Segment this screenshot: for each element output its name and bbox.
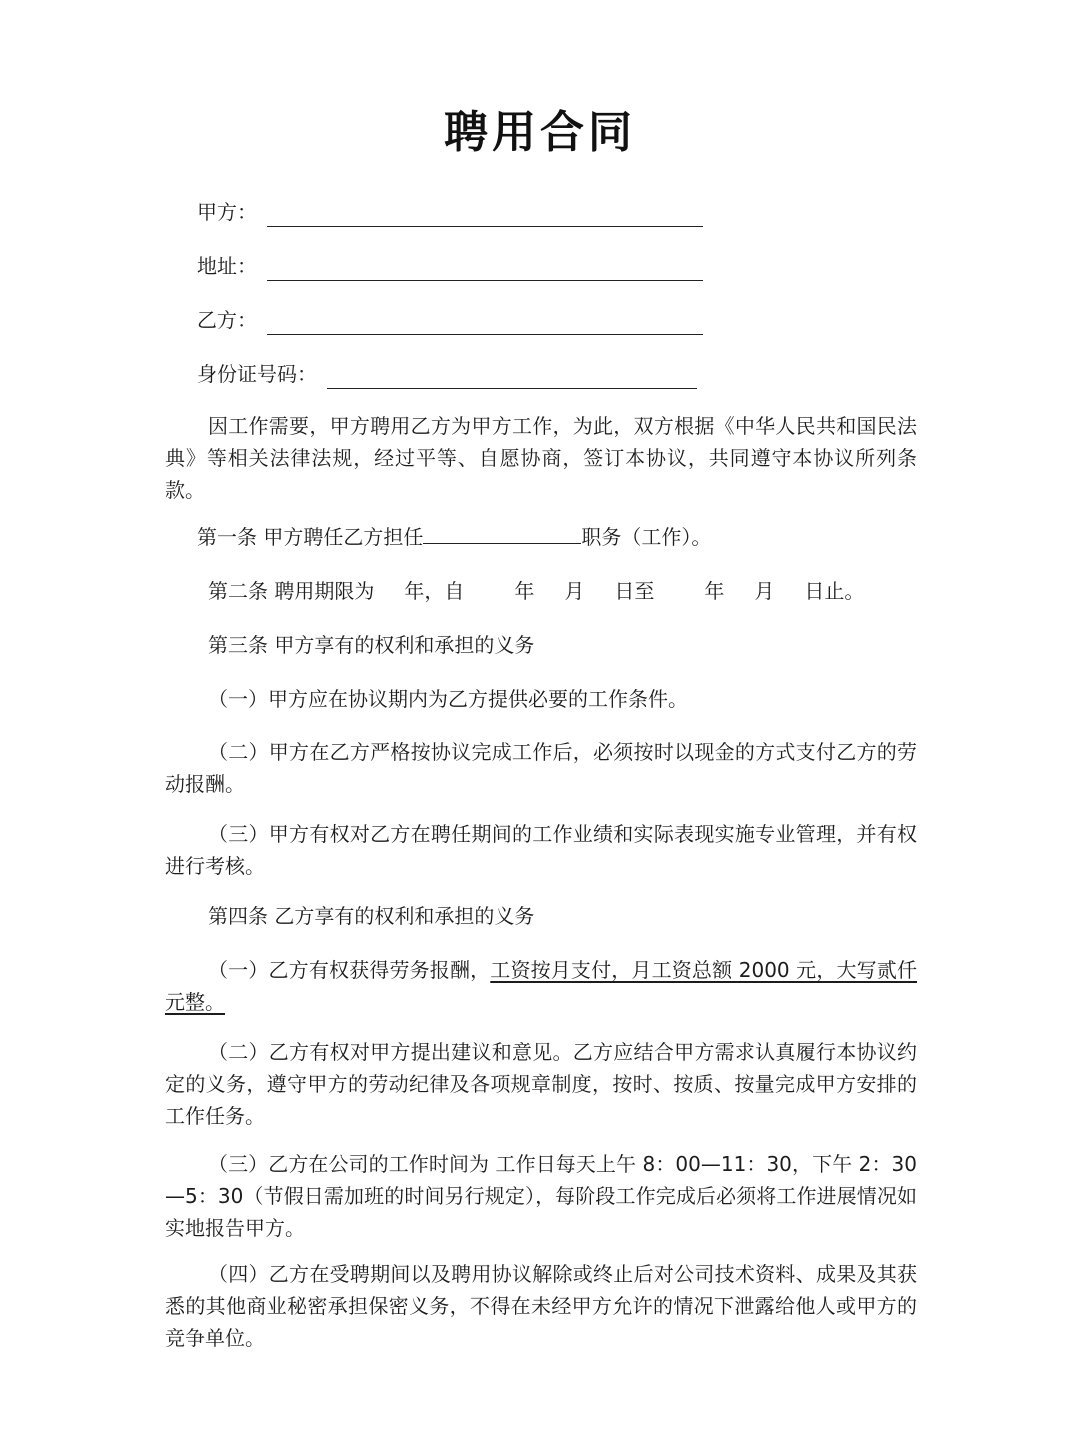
article-3-item-2: （二）甲方在乙方严格按协议完成工作后，必须按时以现金的方式支付乙方的劳动报酬。 xyxy=(165,740,917,796)
article-3-item-1: （一）甲方应在协议期内为乙方提供必要的工作条件。 xyxy=(208,687,688,711)
article-2-day2: 日止。 xyxy=(804,579,865,603)
article-4-item-1-plain: （一）乙方有权获得劳务报酬， xyxy=(208,958,491,982)
party-a-field xyxy=(197,197,703,227)
article-2-month1: 月 xyxy=(564,579,585,603)
article-4-item-2: （二）乙方有权对甲方提出建议和意见。乙方应结合甲方需求认真履行本协议约定的义务，遵守甲方的劳动纪律及各项规章制度，按时、按质、按量完成甲方安排的工作任务。 xyxy=(165,1040,917,1128)
address-field xyxy=(197,251,703,281)
article-1-prefix: 第一条 甲方聘任乙方担任 xyxy=(197,525,424,549)
id-number-field xyxy=(197,359,697,389)
party-b-field xyxy=(197,305,703,335)
article-1-suffix: 职务（工作）。 xyxy=(581,525,712,549)
article-2-prefix: 第二条 聘用期限为 xyxy=(208,579,375,603)
article-4-item-3: （三）乙方在公司的工作时间为 工作日每天上午 8：00—11：30，下午 2：30—5：30（节假日需加班的时间另行规定），每阶段工作完成后必须将工作进展情况如实地报告甲方。 xyxy=(165,1152,917,1240)
id-number-blank[interactable] xyxy=(327,368,697,389)
article-2-year3: 年 xyxy=(704,579,725,603)
address-label: 地址： xyxy=(197,254,257,278)
party-a-label: 甲方： xyxy=(197,200,257,224)
article-1 xyxy=(197,521,711,553)
article-2-year1: 年，自 xyxy=(404,579,465,603)
address-blank[interactable] xyxy=(267,260,703,281)
party-a-blank[interactable] xyxy=(267,206,703,227)
article-2 xyxy=(208,575,864,607)
party-b-label: 乙方： xyxy=(197,308,257,332)
page-title: 聘用合同 xyxy=(444,107,636,158)
article-3-item-3: （三）甲方有权对乙方在聘任期间的工作业绩和实际表现实施专业管理，并有权进行考核。 xyxy=(165,822,917,878)
article-2-month2: 月 xyxy=(754,579,775,603)
position-blank[interactable] xyxy=(423,525,581,544)
id-number-label: 身份证号码： xyxy=(197,362,317,386)
salary-terms: 工资按月支付，月工资总额 2000 元，大写贰仟元整。 xyxy=(165,958,917,1014)
article-4-item-4: （四）乙方在受聘期间以及聘用协议解除或终止后对公司技术资料、成果及其获悉的其他商业秘密承担保密义务，不得在未经甲方允许的情况下泄露给他人或甲方的竞争单位。 xyxy=(165,1262,917,1350)
article-4-item-1 xyxy=(165,954,917,1018)
article-3-heading: 第三条 甲方享有的权利和承担的义务 xyxy=(208,633,535,657)
article-2-year2: 年 xyxy=(514,579,535,603)
article-4-heading: 第四条 乙方享有的权利和承担的义务 xyxy=(208,904,535,928)
article-2-day1: 日至 xyxy=(614,579,655,603)
party-b-blank[interactable] xyxy=(267,314,703,335)
intro-paragraph: 因工作需要，甲方聘用乙方为甲方工作，为此，双方根据《中华人民共和国民法典》等相关法律法规，经过平等、自愿协商，签订本协议，共同遵守本协议所列条款。 xyxy=(165,414,917,502)
